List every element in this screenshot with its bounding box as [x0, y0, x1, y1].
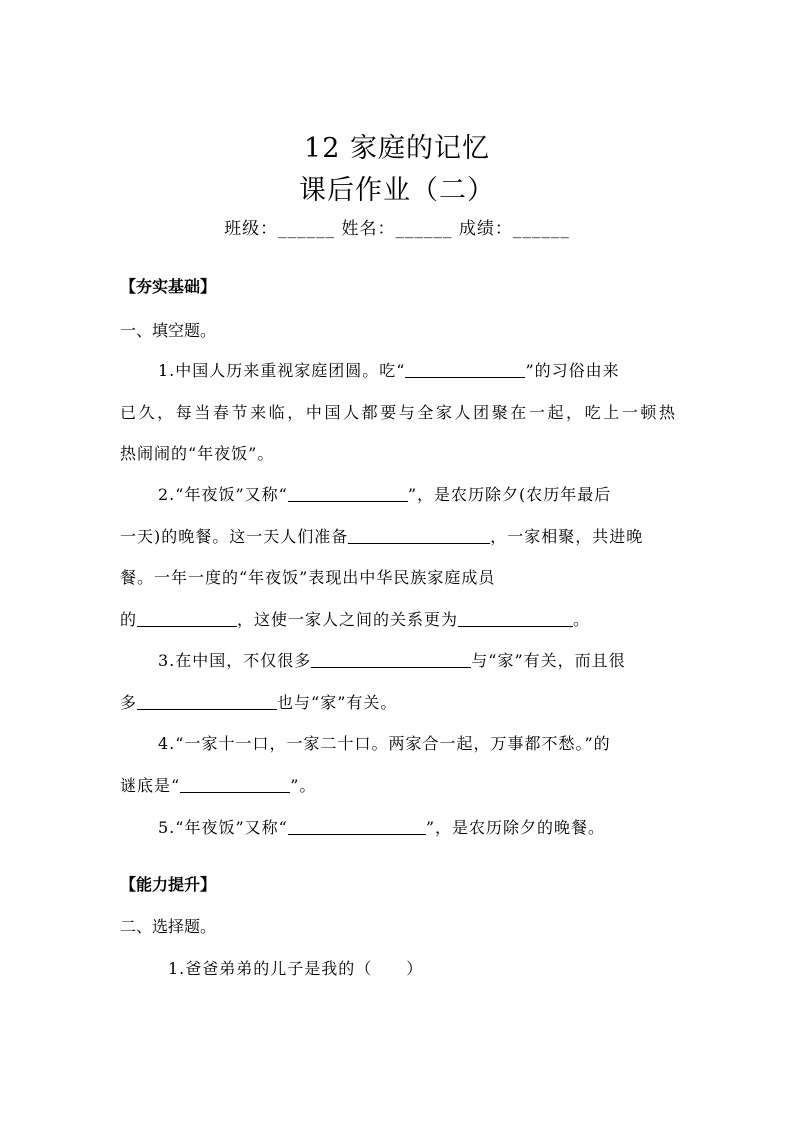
q1-line2: 已久，每当春节来临，中国人都要与全家人团聚在一起，吃上一顿热: [120, 403, 676, 422]
q1-blank-1[interactable]: [405, 361, 525, 378]
q4-line2: 谜底是“ ”。: [120, 776, 317, 795]
question-type-fill-blank: 一、填空题。: [120, 321, 217, 340]
q5-line1: 5.“年夜饭”又称“ ”，是农历除夕的晚餐。: [158, 818, 605, 837]
q3-blank-2[interactable]: [137, 693, 277, 710]
q3-line1: 3.在中国，不仅很多 与“家”有关，而且很: [158, 651, 626, 670]
q2-blank-2[interactable]: [348, 527, 490, 544]
page-title: 12 家庭的记忆: [304, 133, 490, 164]
choice-q1: 1.爸爸弟弟的儿子是我的（ ）: [168, 959, 424, 978]
section-header-basics: 【夯实基础】: [120, 277, 217, 296]
q1-line3: 热闹闹的“年夜饭”。: [120, 444, 275, 463]
q2-line2: 一天)的晚餐。这一天人们准备 ，一家相聚，共进晚: [120, 527, 644, 546]
q2-blank-3[interactable]: [137, 610, 237, 627]
q2-line4: 的 ，这使一家人之间的关系更为 。: [120, 610, 591, 629]
q4-blank-1[interactable]: [180, 776, 290, 793]
q3-blank-1[interactable]: [311, 651, 471, 668]
q1-line1: 1.中国人历来重视家庭团圆。吃“ ”的习俗由来: [158, 361, 620, 380]
q3-line2: 多 也与“家”有关。: [120, 693, 398, 712]
q4-line1: 4.“一家十一口，一家二十口。两家合一起，万事都不愁。”的: [158, 734, 611, 753]
student-info-line: 班级：______ 姓名：______ 成绩：______: [224, 219, 570, 239]
q2-blank-4[interactable]: [458, 610, 573, 627]
section-header-advanced: 【能力提升】: [120, 875, 217, 894]
q2-line3: 餐。一年一度的“年夜饭”表现出中华民族家庭成员: [120, 568, 496, 587]
page-subtitle: 课后作业（二）: [299, 175, 495, 206]
q2-blank-1[interactable]: [288, 485, 408, 502]
q2-line1: 2.“年夜饭”又称“ ”，是农历除夕(农历年最后: [158, 485, 612, 504]
q5-blank-1[interactable]: [288, 818, 426, 835]
question-type-choice: 二、选择题。: [120, 917, 217, 936]
